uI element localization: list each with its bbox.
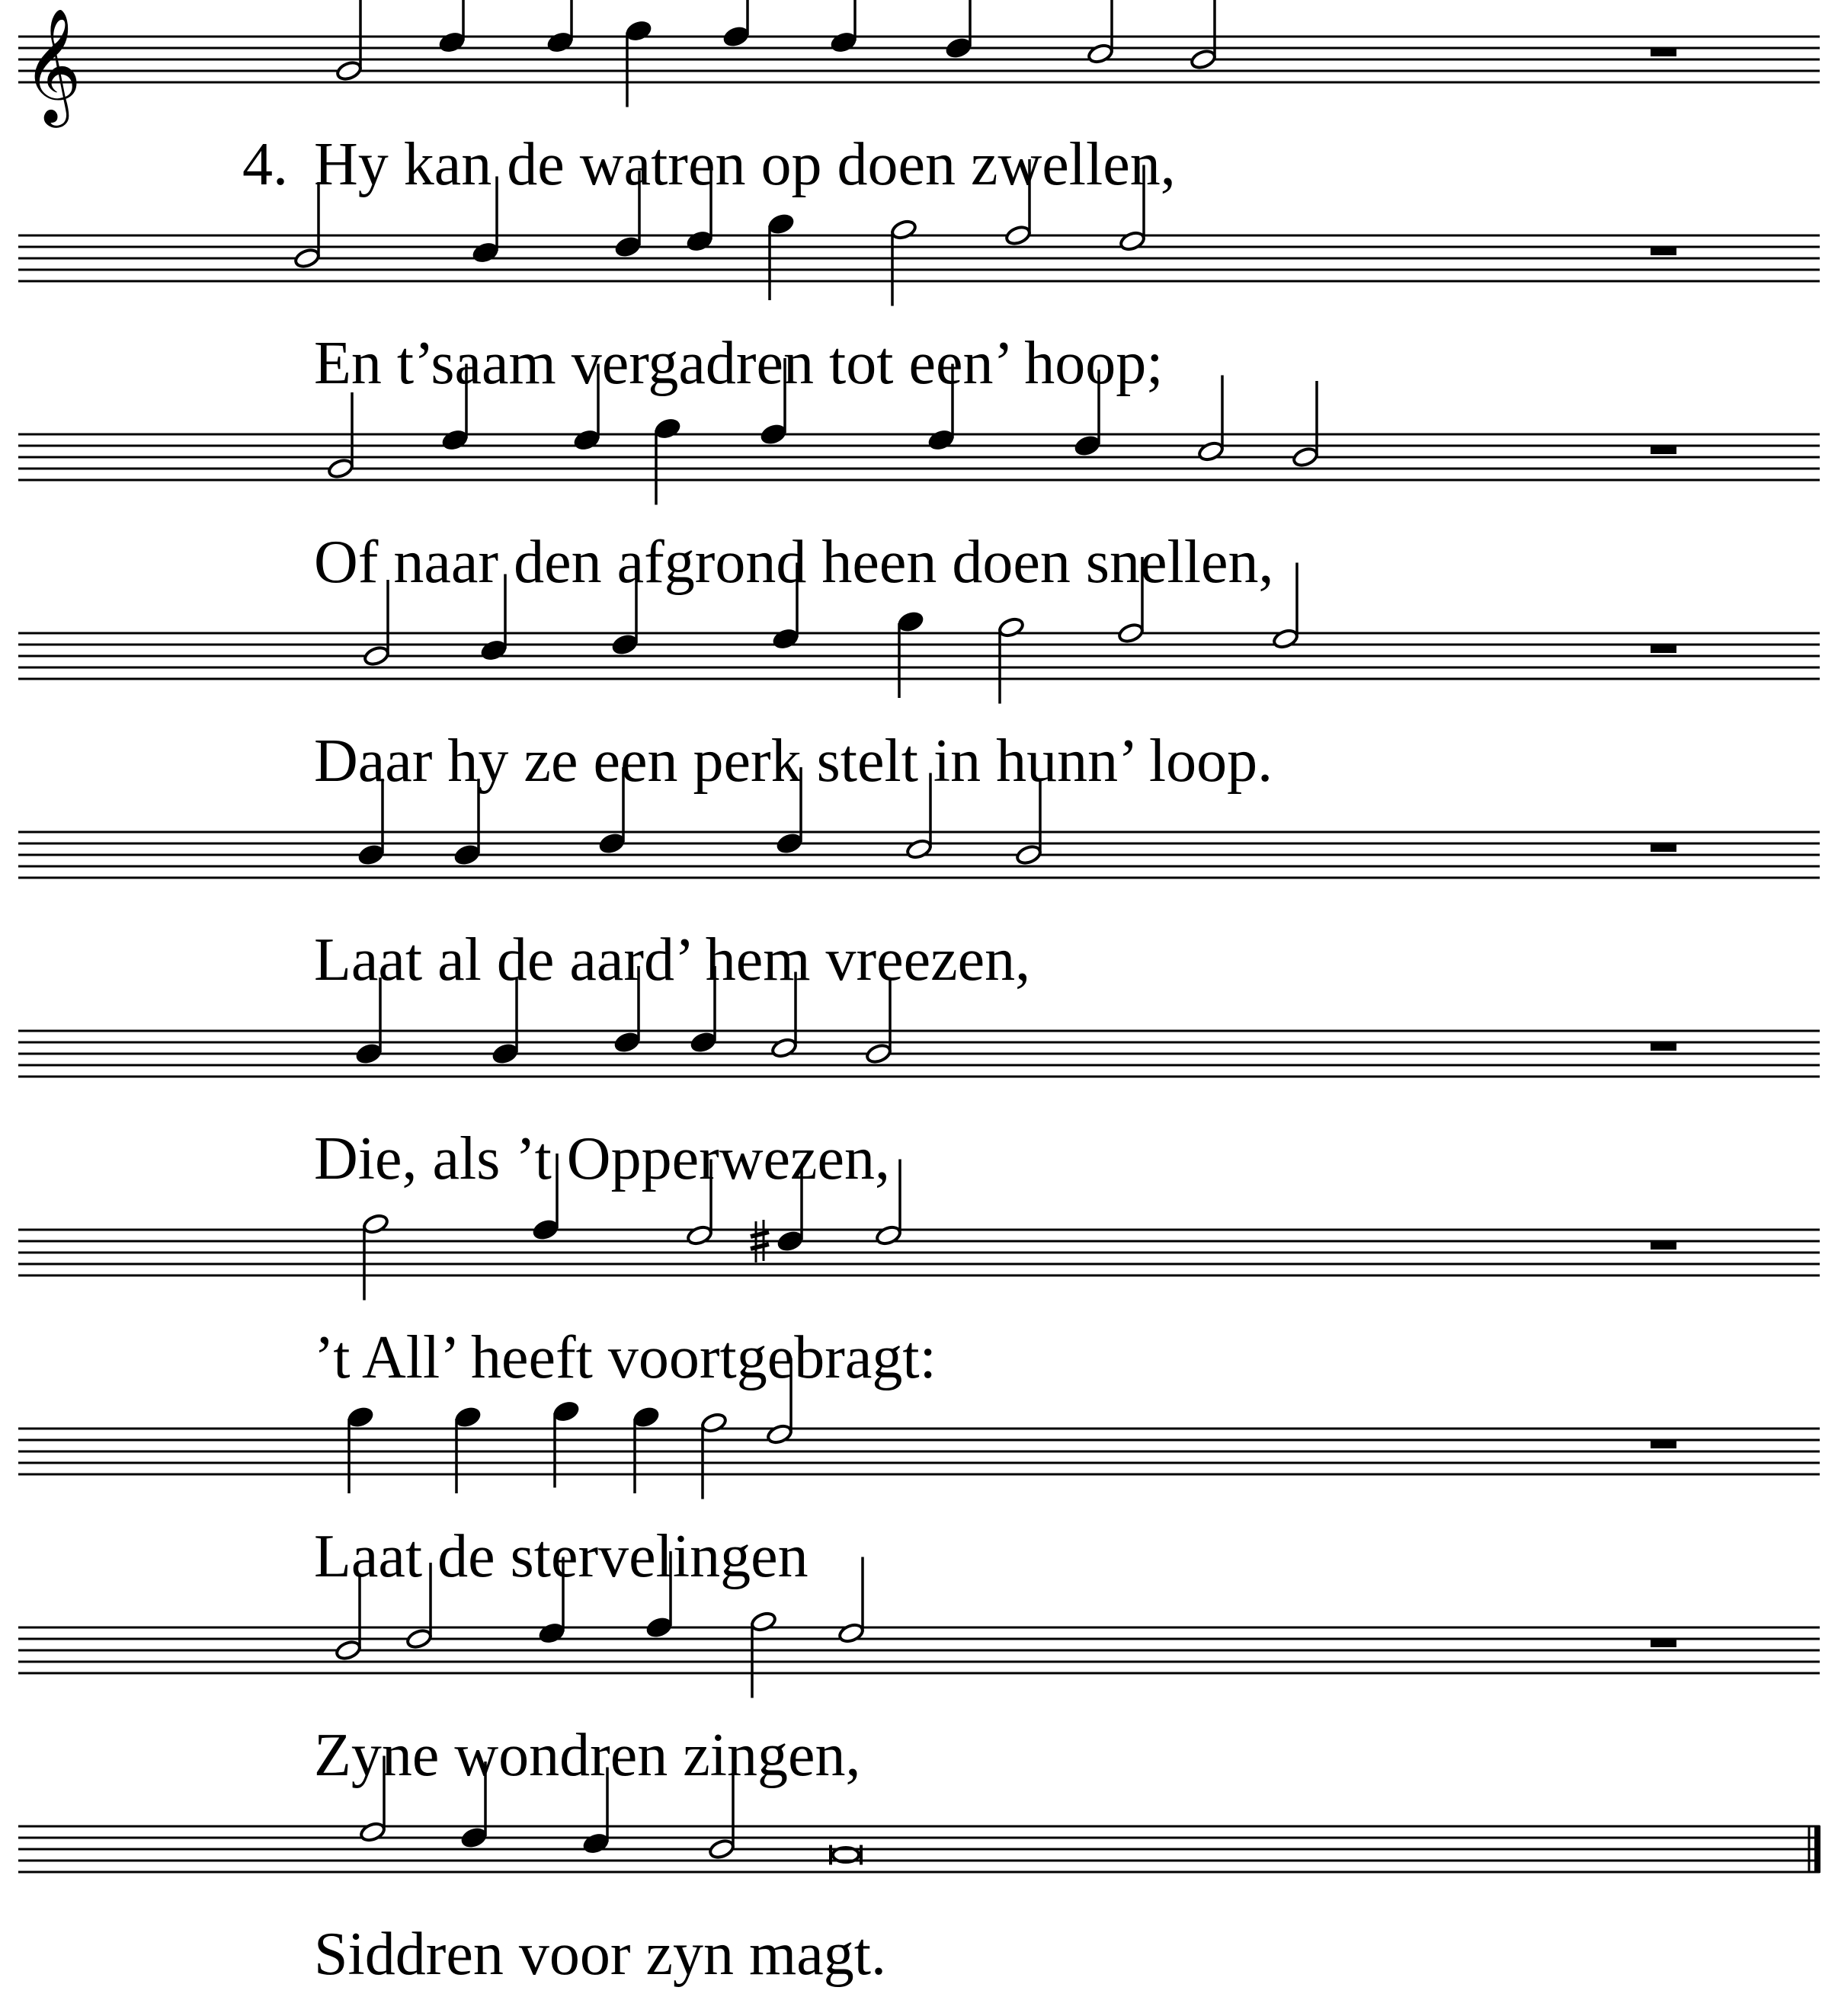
half-rest [1651,1640,1676,1647]
half-rest [1651,248,1676,255]
note-head [905,838,933,860]
note-head [1087,43,1114,65]
note-head [327,457,354,479]
half-note [890,219,917,306]
staff-system [18,0,1820,128]
lyric-line: Die, als ’t Opperwezen, [314,1125,891,1192]
note-head [1117,622,1145,644]
note-head [362,1213,389,1235]
half-note [335,0,363,82]
half-note [1197,376,1225,463]
half-note [837,1557,865,1645]
staff-system [18,1756,1820,1874]
quarter-note [721,0,751,50]
note-head [700,1412,728,1434]
note-head [1197,440,1225,462]
note-head [837,1622,865,1644]
note-head [708,1838,735,1860]
breve-note [831,1845,861,1865]
half-rest [1651,1242,1676,1250]
quarter-note [631,1404,661,1493]
half-note [1087,0,1114,65]
note-head [875,1224,902,1246]
quarter-note [766,211,796,300]
quarter-note [652,415,683,504]
staff-system [18,1551,1820,1698]
half-note [1190,0,1217,71]
lyric-line: Laat al de aard’ hem vreezen, [314,926,1031,994]
lyric-line: Daar hy ze een perk stelt in hunn’ loop. [314,728,1273,795]
note-head [335,59,363,82]
half-rest [1651,49,1676,56]
lyric-line: ’t All’ heeft voortgebragt: [314,1324,937,1391]
note-head [686,1224,713,1246]
note-head [1004,224,1032,246]
note-head [363,645,390,667]
half-note [327,392,354,480]
note-head [405,1627,433,1650]
lyric-line: Siddren voor zyn magt. [314,1921,886,1988]
note-head [1015,843,1042,866]
treble-clef-icon: 𝄞 [23,7,82,123]
lyric-line: Zyne wondren zingen, [314,1722,861,1789]
half-note [1272,563,1299,651]
lyric-line: Of naar den afgrond heen doen snellen, [314,529,1274,596]
quarter-note [623,18,654,107]
note-head [890,219,917,241]
half-rest [1651,645,1676,653]
note-head [1272,628,1299,650]
note-head [293,247,321,269]
half-rest [1651,844,1676,852]
verse-number: 4. [242,131,288,198]
note-head [335,1639,362,1661]
half-note [750,1611,777,1698]
quarter-note [345,1404,376,1493]
lyric-line: En t’saam vergadren tot een’ hoop; [314,330,1164,397]
staff-system [18,1154,1820,1301]
half-note [1292,381,1319,469]
half-rest [1651,1043,1676,1051]
note-head [766,1423,793,1445]
lyric-line: Laat de stervelingen [314,1523,809,1590]
note-head [997,616,1025,638]
quarter-note [943,0,974,61]
note-head [865,1042,892,1064]
half-note [700,1412,728,1499]
lyric-line: Hy kan de watren op doen zwellen, [314,131,1176,198]
note-head [359,1821,386,1843]
half-rest [1651,446,1676,454]
note-head [750,1611,777,1633]
note-head [1190,48,1217,70]
quarter-note [895,609,926,698]
quarter-note [453,1404,483,1493]
half-rest [1651,1441,1676,1448]
note-head [1292,446,1319,468]
half-note [362,1213,389,1301]
note-head [770,1037,798,1059]
note-head [1119,230,1146,252]
half-note [997,616,1025,704]
